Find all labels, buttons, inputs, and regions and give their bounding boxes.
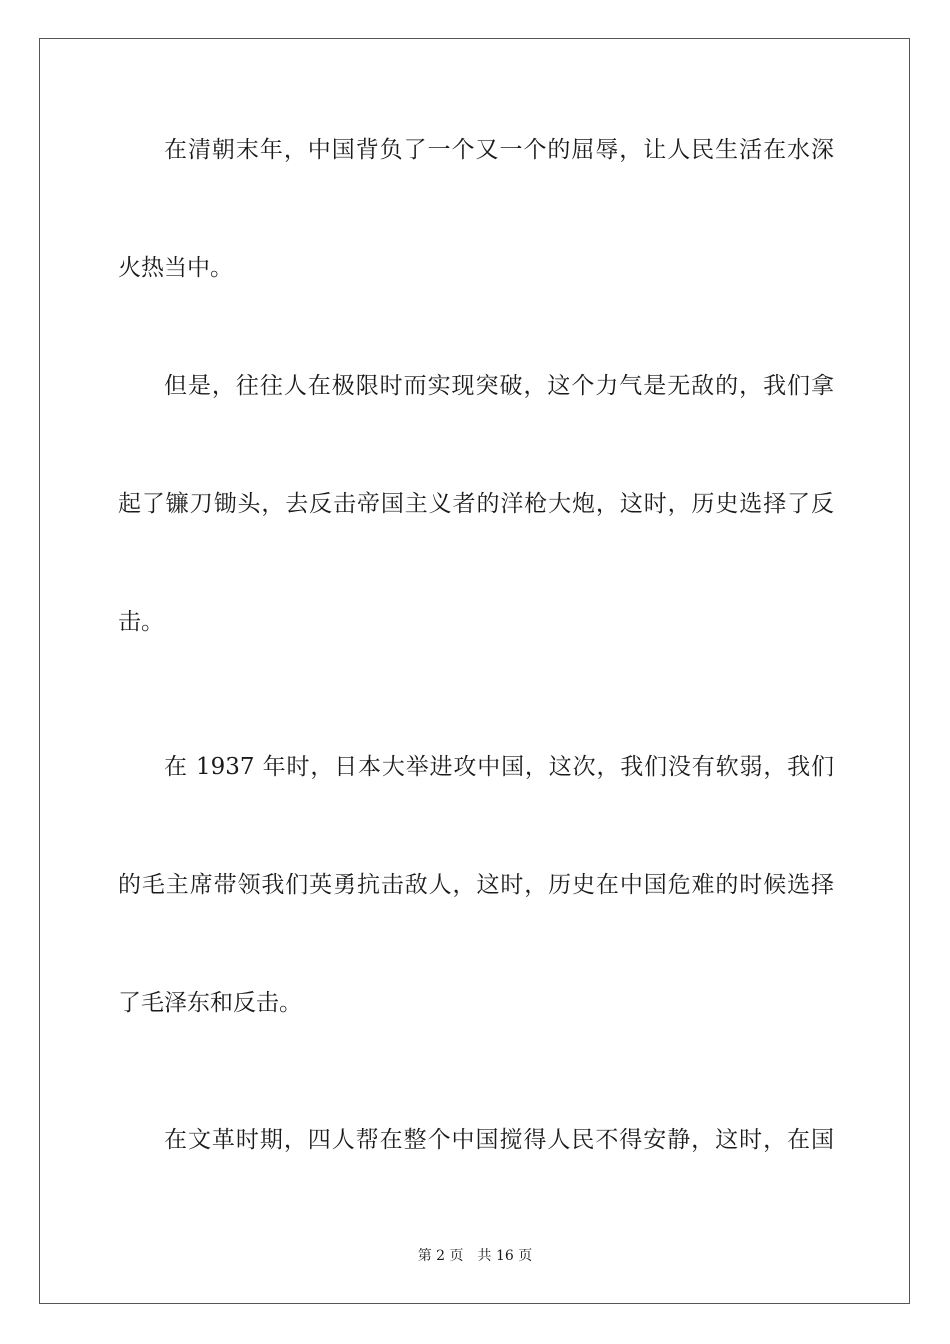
- text-line: 在清朝末年，中国背负了一个又一个的屈辱，让人民生活在水深: [164, 137, 834, 163]
- text-line: 但是，往往人在极限时而实现突破，这个力气是无敌的，我们拿: [164, 373, 834, 399]
- page-border: [39, 38, 910, 1304]
- text-line: 的毛主席带领我们英勇抗击敌人，这时，历史在中国危难的时候选择: [118, 872, 834, 898]
- text-line: 起了镰刀锄头，去反击帝国主义者的洋枪大炮，这时，历史选择了反: [118, 491, 834, 517]
- page-footer: [0, 1247, 950, 1265]
- text-line: 在文革时期，四人帮在整个中国搅得人民不得安静，这时，在国: [164, 1127, 834, 1153]
- text-line: 火热当中。: [118, 255, 233, 281]
- text-line: 在 1937 年时，日本大举进攻中国，这次，我们没有软弱，我们: [164, 754, 834, 780]
- text-line: 击。: [118, 609, 164, 635]
- page-total: 共 16 页: [477, 1248, 533, 1264]
- page-number: 第 2 页: [417, 1248, 464, 1264]
- text-line: 了毛泽东和反击。: [118, 990, 302, 1016]
